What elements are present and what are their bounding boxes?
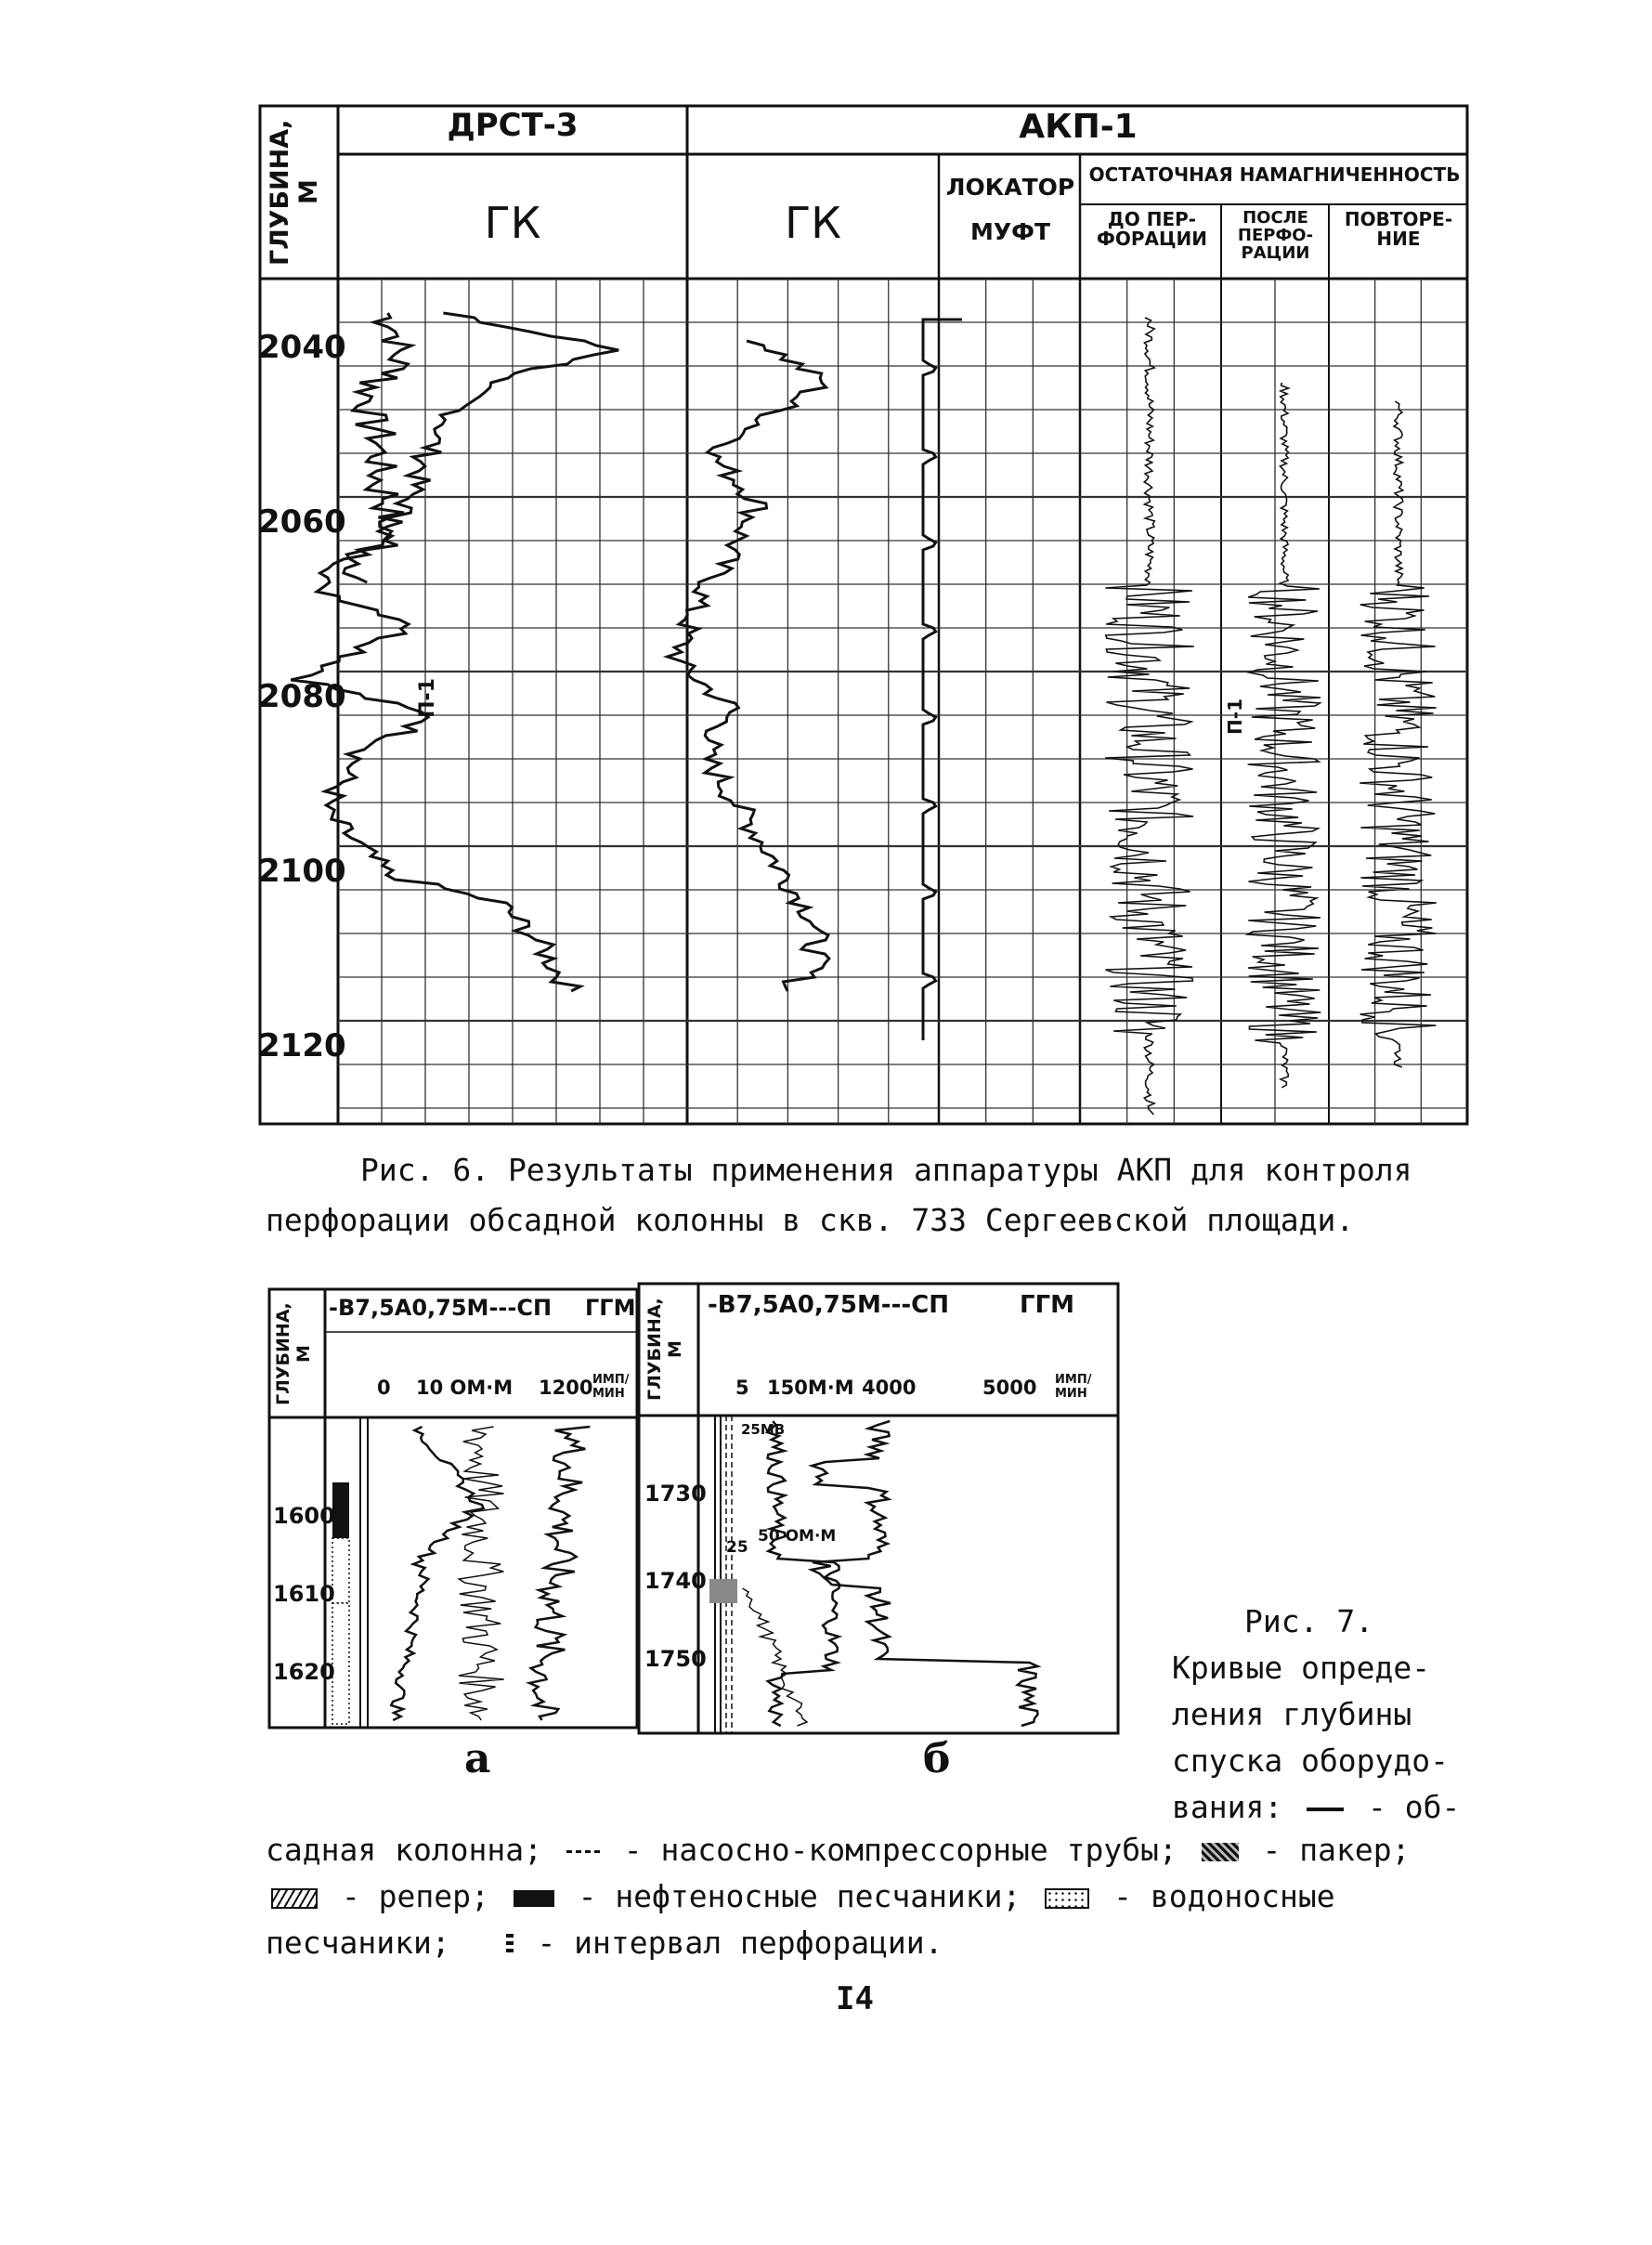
magnetization-repeat — [1359, 401, 1437, 1067]
fig7b-scale-0: 5 — [735, 1377, 749, 1399]
figure-7-caption-side-1: Кривые опреде- — [1172, 1650, 1431, 1686]
fig7b-ggm-header: ГГМ — [1020, 1291, 1075, 1319]
casing-symbol — [1307, 1808, 1344, 1811]
legend-casing-text: - об- — [1367, 1789, 1461, 1825]
fig7b-depth-1750: 1750 — [644, 1646, 707, 1672]
gk-header-2: ГК — [785, 198, 841, 248]
fig7b-ggm-curve — [812, 1421, 1038, 1726]
figure-7-caption-side-3: спуска оборудо- — [1172, 1742, 1450, 1779]
figure-7-caption-title: Рис. 7. — [1244, 1603, 1374, 1639]
legend-oil-text: - нефтеносные песчаники; — [578, 1878, 1021, 1914]
fig7a-depth-1600: 1600 — [273, 1503, 335, 1529]
magnetization-before-perforation — [1105, 318, 1194, 1115]
figure-7b — [637, 1282, 1120, 1735]
depth-label-2080: 2080 — [258, 678, 346, 715]
fig7b-depth-1740: 1740 — [644, 1568, 707, 1594]
residual-magnetization-header: ОСТАТОЧНАЯ НАМАГНИЧЕННОСТЬ — [1088, 165, 1461, 185]
figure-6-caption-line1: Рис. 6. Результаты применения аппаратуры АКП для контроля — [360, 1152, 1412, 1188]
legend-line-3 — [266, 1874, 1335, 1919]
fig7b-annotation-50ohm: 50 ОМ·М — [758, 1527, 837, 1546]
fig7b-curves-header: -В7,5А0,75М---СП — [708, 1291, 950, 1319]
fig7a-depth-header: ГЛУБИНА, М — [273, 1302, 314, 1406]
figure-6-caption-line2: перфорации обсадной колонны в скв. 733 Сергеевской площади. — [266, 1202, 1355, 1238]
fig7a-label: а — [464, 1735, 491, 1782]
perforation-marker-gk: П-1 — [416, 678, 439, 718]
fig7a-ggm-header: ГГМ — [585, 1295, 636, 1321]
gk-header-1: ГК — [484, 198, 541, 248]
figure-7a — [267, 1287, 639, 1729]
gk-curve-drst3-a — [344, 313, 411, 582]
legend-line-4 — [266, 1921, 943, 1965]
depth-header: ГЛУБИНА, М — [266, 119, 323, 266]
depth-label-2060: 2060 — [258, 503, 346, 541]
fig7a-sp-curve — [459, 1427, 504, 1720]
packer-symbol — [1202, 1843, 1239, 1861]
perforation-marker-after: П-1 — [1224, 698, 1246, 735]
caption-side-4: вания: — [1172, 1789, 1283, 1825]
tool-drst3-header: ДРСТ-3 — [447, 107, 579, 144]
magnetization-after-perforation — [1247, 383, 1320, 1088]
legend-water-cont: песчаники; — [266, 1925, 450, 1961]
oil-sand-symbol — [514, 1890, 554, 1907]
legend-perf-text: - интервал перфорации. — [537, 1925, 943, 1961]
figure-6 — [258, 104, 1470, 1126]
depth-label-2100: 2100 — [258, 853, 346, 890]
gk-curve-akp1 — [668, 341, 829, 991]
before-perforation-header: ДО ПЕР-ФОРАЦИИ — [1096, 208, 1207, 250]
fig7b-resistivity-curve — [767, 1421, 839, 1726]
after-perforation-header: ПОСЛЕ ПЕРФО-РАЦИИ — [1237, 208, 1314, 263]
fig7a-depth-1610: 1610 — [273, 1581, 335, 1607]
legend-tubing-text: - насосно-компрессорные трубы; — [623, 1832, 1177, 1868]
figure-7-caption-side-2: ления глубины — [1172, 1696, 1412, 1732]
fig7a-scale-0: 0 — [377, 1377, 391, 1399]
perforation-symbol — [506, 1934, 514, 1956]
fig7a-scale-1: 10 ОМ·М — [416, 1377, 514, 1399]
fig7b-units: ИМП/МИН — [1055, 1373, 1092, 1401]
legend-line-2 — [266, 1828, 1411, 1873]
marker-symbol — [271, 1888, 318, 1909]
collar-locator-curve — [923, 320, 962, 1040]
legend-casing-cont: садная колонна; — [266, 1832, 543, 1868]
fig7b-label: б — [923, 1735, 951, 1782]
fig7b-depth-header: ГЛУБИНА, М — [644, 1298, 685, 1402]
fig7a-ggm-curve — [529, 1427, 590, 1720]
fig7a-units: ИМП/МИН — [592, 1373, 630, 1401]
fig7b-scale-3: 5000 — [982, 1377, 1037, 1399]
fig7b-scale-1: 150М·М — [767, 1377, 854, 1399]
fig7b-depth-1730: 1730 — [644, 1481, 707, 1507]
legend-marker-text: - репер; — [341, 1878, 489, 1914]
page-number: I4 — [836, 1980, 874, 2017]
locator-header: ЛОКАТОР МУФТ — [945, 174, 1075, 245]
fig7a-curves-header: -В7,5А0,75М---СП — [329, 1295, 553, 1321]
fig7a-depth-1620: 1620 — [273, 1659, 335, 1685]
fig7b-annotation-25mv: 25МВ — [741, 1421, 786, 1438]
fig7b-annotation-25: 25 — [726, 1538, 748, 1557]
repeat-header: ПОВТОРЕ-НИЕ — [1344, 208, 1453, 250]
legend-line-1 — [1172, 1785, 1460, 1830]
depth-label-2120: 2120 — [258, 1027, 346, 1064]
water-sand-symbol — [1045, 1888, 1089, 1909]
depth-label-2040: 2040 — [258, 329, 346, 366]
figure-7b-frame — [637, 1282, 1120, 1735]
tool-akp1-header: АКП-1 — [1019, 108, 1138, 146]
legend-packer-text: - пакер; — [1262, 1832, 1411, 1868]
fig7a-scale-2: 1200 — [539, 1377, 593, 1399]
fig7b-scale-2: 4000 — [862, 1377, 917, 1399]
legend-water-text: - водоносные — [1113, 1878, 1335, 1914]
tubing-symbol — [566, 1850, 600, 1853]
